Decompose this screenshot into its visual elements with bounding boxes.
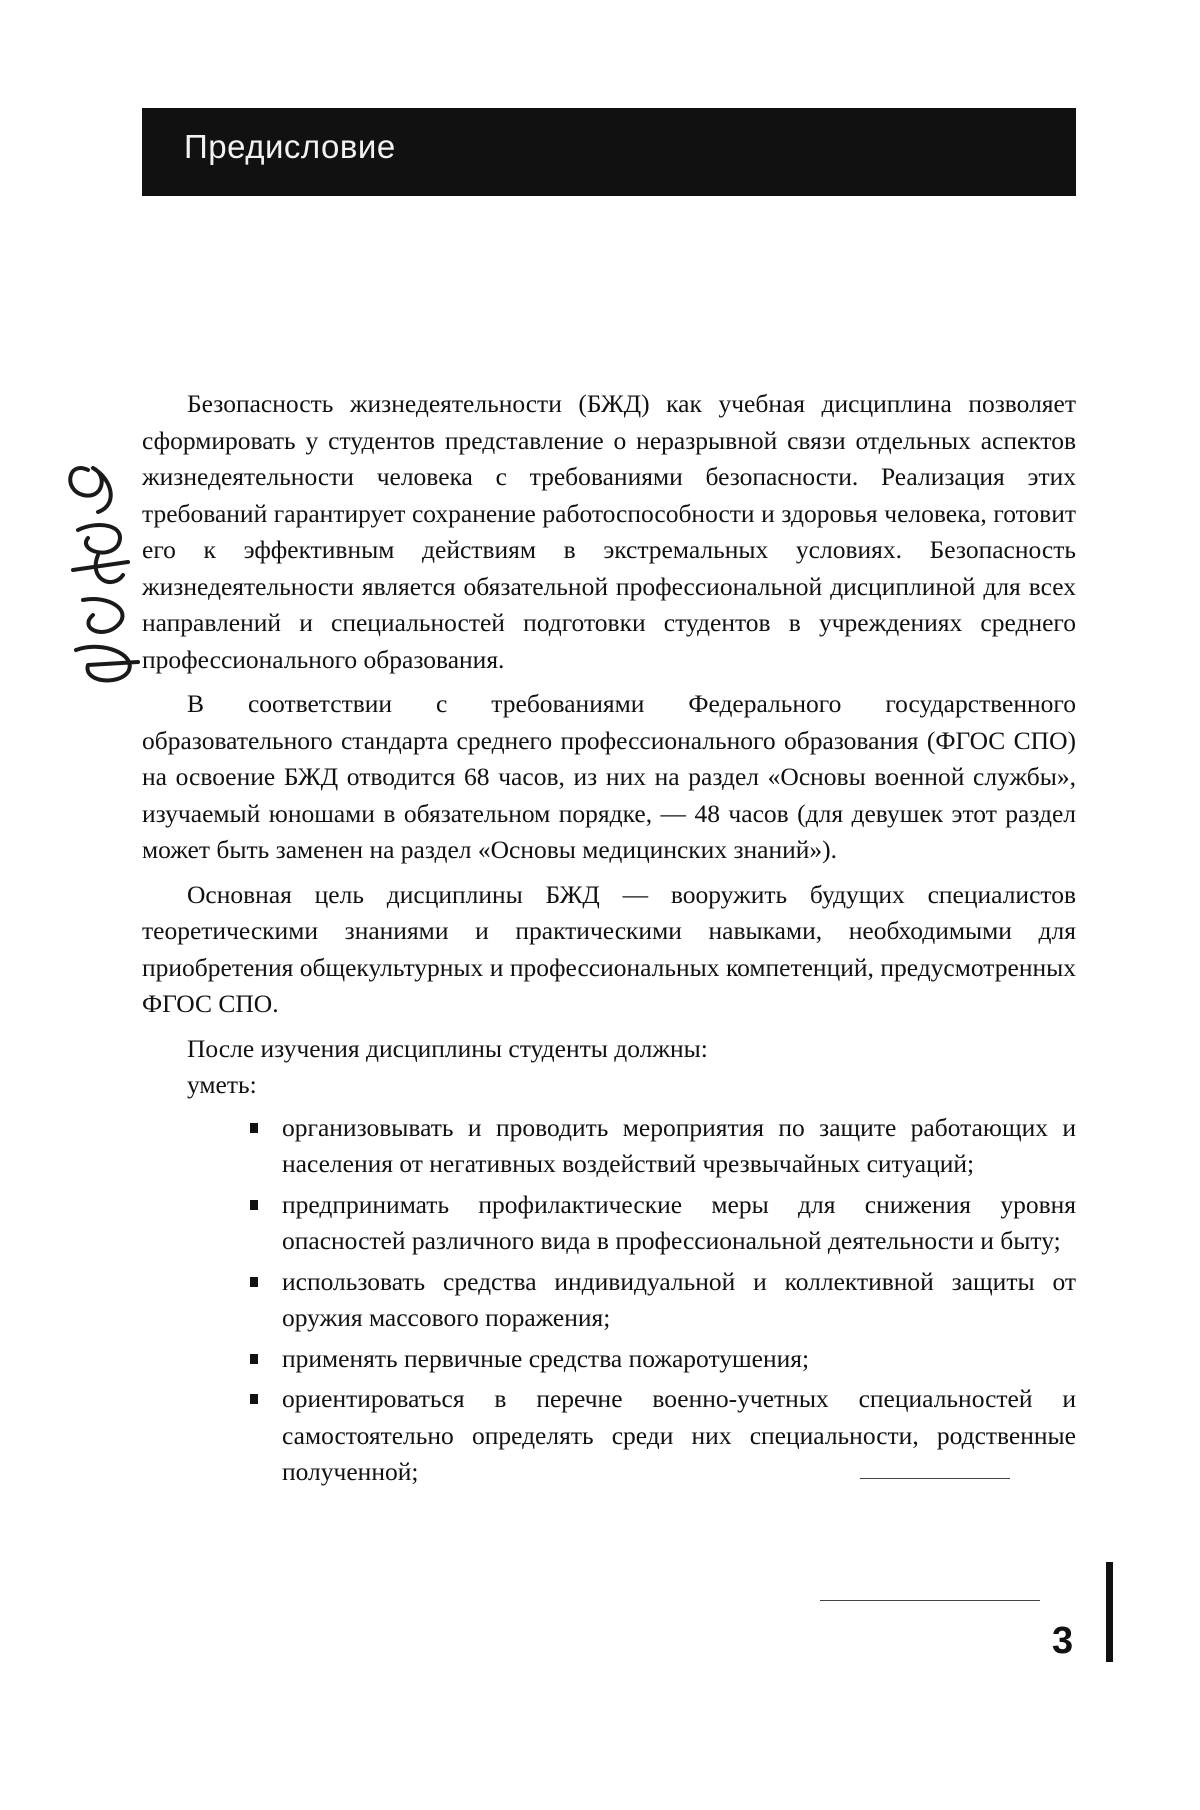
list-item (282, 1110, 1076, 1183)
preface-body (142, 386, 1076, 1495)
page-rule (1106, 1562, 1113, 1662)
header-bar (142, 108, 1076, 196)
body-paragraph: Основная цель дисциплины БЖД — вооружить будущих специалистов теоретическими знаниями и практическими навыками, необходимыми для приобретения общекультурных и профессиональных компетенций, предусмотренных ФГОС СПО. (142, 879, 1076, 1018)
bullet-icon (250, 1394, 258, 1404)
list-item-text: использовать средства индивидуальной и коллективной защиты от оружия массового поражения; (282, 1266, 1076, 1332)
bullet-icon (250, 1354, 258, 1364)
list-item-text: предпринимать профилактические меры для снижения уровня опасностей различного вида в профессиональной деятельности и быту; (282, 1189, 1076, 1255)
list-item-text: применять первичные средства пожаротушения; (282, 1343, 810, 1373)
scan-artifact (860, 1478, 1010, 1479)
bullet-icon (250, 1277, 258, 1287)
list-item-text: ориентироваться в перечне военно-учетных специальностей и самостоятельно определять среди них специальности, родственные полученной; (282, 1384, 1076, 1486)
list-item-text: организовывать и проводить мероприятия по защите работающих и населения от негативных воздействий чрезвычайных ситуаций; (282, 1112, 1076, 1178)
list-item (282, 1341, 1076, 1378)
skills-heading: уметь: (187, 1070, 257, 1099)
page-number: 3 (1052, 1620, 1074, 1662)
body-paragraph: В соответствии с требованиями Федерального государственного образовательного стандарта среднего профессионального образования (ФГОС СПО) на освоение БЖД отводится 68 часов, из них на раздел «Основы военной службы», изучаемый юношами в обязательном порядке, — 48 часов (для девушек этот раздел может быть заменен на раздел «Основы медицинских знаний»). (142, 689, 1076, 864)
body-paragraph: Безопасность жизнедеятельности (БЖД) как учебная дисциплина позволяет сформировать у студентов представление о неразрывной связи отдельных аспектов жизнедеятельности человека с требованиями безопасности. Реализация этих требований гарантирует сохранение работоспособности и здоровья человека, готовит его к эффективным действиям в экстремальных условиях. Безопасность жизнедеятельности является обязательной профессиональной дисциплиной для всех направлений и специальностей подготовки студентов в учреждениях среднего профессионального образования. (142, 389, 1076, 674)
skills-list (142, 1110, 1076, 1491)
bullet-icon (250, 1200, 258, 1210)
list-item (282, 1187, 1076, 1260)
page-title: Предисловие (184, 128, 396, 165)
list-item (282, 1381, 1076, 1491)
intro-line: После изучения дисциплины студенты должны: (187, 1033, 708, 1063)
list-item (282, 1264, 1076, 1337)
scan-artifact (820, 1600, 1040, 1601)
bullet-icon (250, 1123, 258, 1133)
